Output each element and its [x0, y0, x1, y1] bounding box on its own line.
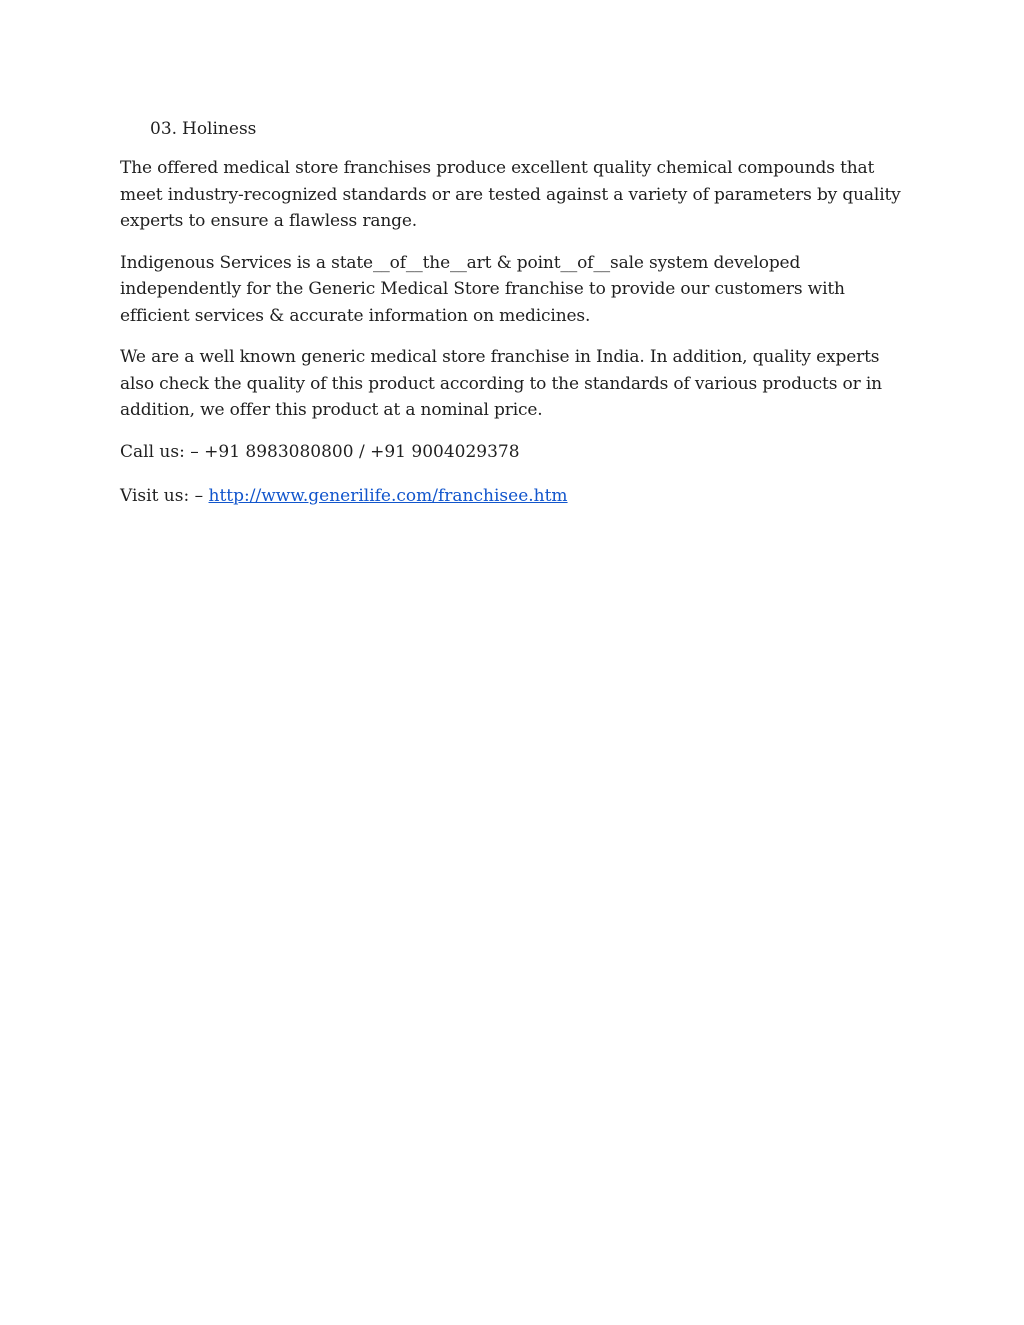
paragraph-quality: The offered medical store franchises produce excellent quality chemical compounds that meet industry-recognized standards or are tested against a variety of parameters by quality experts to ensure a flawless range. [120, 158, 901, 231]
visit-us-line [120, 483, 910, 510]
visit-us-label: Visit us: – [120, 485, 209, 506]
paragraph-about: We are a well known generic medical store franchise in India. In addition, quality experts also check the quality of this product according to the standards of various products or in addition, we offer this product at a nominal price. [120, 347, 882, 420]
document-page [120, 116, 910, 527]
call-us-line: Call us: – +91 8983080800 / +91 9004029378 [120, 441, 520, 462]
paragraph-indigenous-services: Indigenous Services is a state__of__the__art & point__of__sale system developed independently for the Generic Medical Store franchise to provide our customers with efficient services & accurate information on medicines. [120, 252, 845, 326]
website-link[interactable]: http://www.generilife.com/franchisee.htm [208, 485, 568, 506]
list-item [150, 116, 910, 142]
list-number: 03. [150, 119, 178, 139]
list-item-text: Holiness [182, 119, 257, 139]
